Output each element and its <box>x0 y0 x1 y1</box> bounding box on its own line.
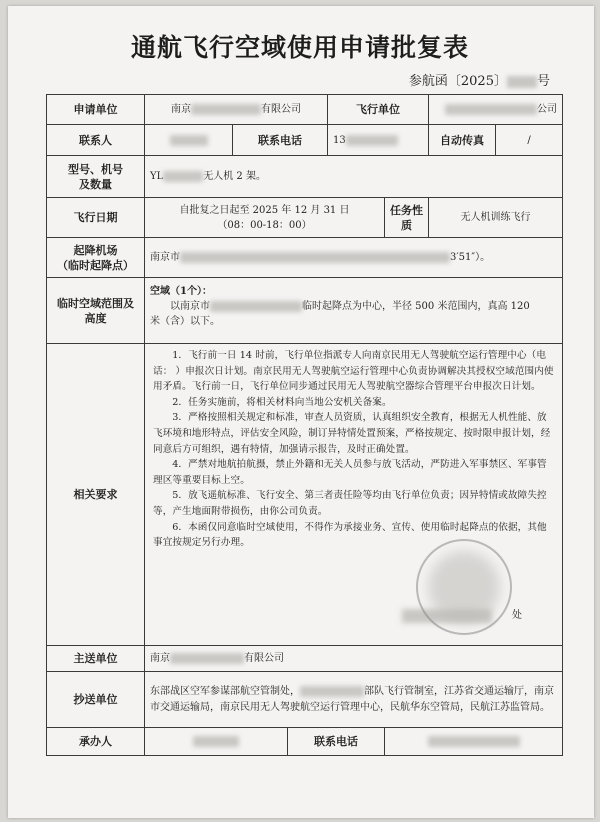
redacted-text <box>191 104 261 115</box>
model-label <box>47 156 145 198</box>
applicant-label: 申请单位 <box>47 95 145 125</box>
contact-phone-label: 联系电话 <box>233 125 328 156</box>
redacted-text <box>210 301 302 312</box>
row-contact <box>47 125 563 156</box>
airspace-value <box>145 278 563 344</box>
cc-text-a: 东部战区空军参谋部航空管制处， <box>150 685 300 697</box>
takeoff-site-label-line2: （临时起降点） <box>57 258 134 272</box>
main-recipient-suffix: 有限公司 <box>244 653 284 664</box>
requirements-content <box>145 344 563 646</box>
redacted-text <box>170 653 244 664</box>
model-suffix: 无人机 2 架。 <box>203 171 266 182</box>
row-cc <box>47 672 563 728</box>
row-main-recipient <box>47 646 563 672</box>
flight-date-line2: （08：00-18：00） <box>217 219 312 231</box>
airspace-head: 空域（1个）： <box>150 286 212 297</box>
applicant-prefix: 南京 <box>171 104 191 115</box>
document-title: 通航飞行空域使用申请批复表 <box>130 33 469 62</box>
signature-tail: 处 <box>512 610 522 621</box>
airspace-label-line1: 临时空域范围及 <box>57 296 134 310</box>
cc-value <box>145 672 563 728</box>
handler-label: 承办人 <box>47 728 145 756</box>
applicant-suffix: 有限公司 <box>261 104 301 115</box>
airspace-text <box>150 299 557 314</box>
model-value <box>145 156 563 198</box>
redacted-number <box>507 76 537 88</box>
takeoff-site-suffix: 3′51″）。 <box>450 252 491 263</box>
flight-unit-label: 飞行单位 <box>328 95 429 125</box>
requirements-label: 相关要求 <box>47 344 145 646</box>
redacted-text <box>193 736 239 747</box>
airspace-text-c: 米（含）以下。 <box>150 316 220 327</box>
auto-fax-label: 自动传真 <box>429 125 496 155</box>
auto-fax-cell <box>429 125 563 156</box>
handler-value <box>145 728 288 756</box>
takeoff-site-label-line1: 起降机场 <box>73 243 118 257</box>
handler-phone-value <box>385 728 563 756</box>
redacted-text <box>445 104 537 115</box>
contact-phone-prefix: 13 <box>333 134 346 146</box>
model-label-line2: 及数量 <box>79 177 112 191</box>
handler-phone-label: 联系电话 <box>288 728 385 756</box>
flight-date-value <box>145 198 385 238</box>
main-recipient-prefix: 南京 <box>150 653 170 664</box>
model-label-line1: 型号、机号 <box>68 162 123 176</box>
redacted-text <box>180 252 450 263</box>
airspace-text-b: 临时起降点为中心，半径 500 米范围内，真高 120 <box>302 301 530 312</box>
requirement-item: 3．严格按照相关规定和标准，审查人员资质，认真组织安全教育，根据无人机性能、放飞环境和地形特点，评估安全风险，制订异特情处置预案，严格按规定、按时限申报计划，经同意后方可组织，遇有特情，加强请示报告，及时正确处置。 <box>153 412 551 455</box>
redacted-text <box>428 736 520 747</box>
takeoff-site-label <box>47 238 145 278</box>
approval-form-table <box>46 94 563 756</box>
model-prefix: YL <box>150 171 164 182</box>
flight-date-label: 飞行日期 <box>47 198 145 238</box>
applicant-value <box>145 95 328 125</box>
auto-fax-group <box>429 125 562 155</box>
official-seal <box>416 539 512 635</box>
airspace-label <box>47 278 145 344</box>
document-number-suffix: 号 <box>536 74 550 89</box>
contact-phone-value <box>328 125 429 156</box>
requirement-item: 6．本函仅同意临时空域使用，不得作为承接业务、宣传、使用临时起降点的依据，其他事宜按规定另行办理。 <box>153 521 547 549</box>
row-flight-date <box>47 198 563 238</box>
redacted-text <box>163 171 203 182</box>
row-model <box>47 156 563 198</box>
requirement-item: 5．放飞遥航标准、飞行安全、第三者责任险等均由飞行单位负责；因异特情或故障失控等，产生地面附带损伤，由你公司负责。 <box>153 490 547 517</box>
flight-unit-suffix: 公司 <box>537 104 557 115</box>
main-recipient-value <box>145 646 563 672</box>
takeoff-site-prefix: 南京市 <box>150 252 180 263</box>
row-requirements <box>47 344 563 646</box>
row-applicant <box>47 95 563 125</box>
airspace-text-a: 以南京市 <box>170 301 210 312</box>
row-handler <box>47 728 563 756</box>
contact-label: 联系人 <box>47 125 145 156</box>
auto-fax-value: / <box>527 134 531 146</box>
requirement-item: 4．严禁对地航拍航摄，禁止外籍和无关人员参与放飞活动，严防进入军事禁区、军事管理区等重要目标上空。 <box>153 459 547 486</box>
row-takeoff-site <box>47 238 563 278</box>
flight-date-line1: 自批复之日起至 2025 年 12 月 31 日 <box>179 204 350 216</box>
cc-text-b: 部队飞行管制室，江苏省交通运输厅，南京市交通运输局，南京民用无人驾驶航空运行管理中心，民航华东空管局，民航江苏监管局。 <box>150 685 554 713</box>
requirement-item: 2．任务实施前，将相关材料向当地公安机关备案。 <box>172 396 392 408</box>
cc-label: 抄送单位 <box>47 672 145 728</box>
airspace-label-line2: 高度 <box>84 311 107 325</box>
contact-value <box>145 125 233 156</box>
redacted-text <box>170 135 208 146</box>
document-number <box>409 70 550 89</box>
redacted-text <box>346 135 398 146</box>
flight-unit-value <box>429 95 563 125</box>
takeoff-site-value <box>145 238 563 278</box>
document-number-prefix: 参航函〔2025〕 <box>408 74 507 89</box>
main-recipient-label: 主送单位 <box>47 646 145 672</box>
task-nature-value: 无人机训练飞行 <box>429 198 563 238</box>
redacted-text <box>300 686 364 697</box>
requirement-item: 1．飞行前一日 14 时前，飞行单位指派专人向南京民用无人驾驶航空运行管理中心（电话： ）申报次日计划。南京民用无人驾驶航空运行管理中心负责协调解决其授权空域范围内使用矛盾。飞行前一日，飞行单位同步通过民用无人驾驶航空器综合管理平台申报次日计划。 <box>153 350 554 393</box>
row-airspace <box>47 278 563 344</box>
task-nature-label: 任务性质 <box>385 198 429 238</box>
